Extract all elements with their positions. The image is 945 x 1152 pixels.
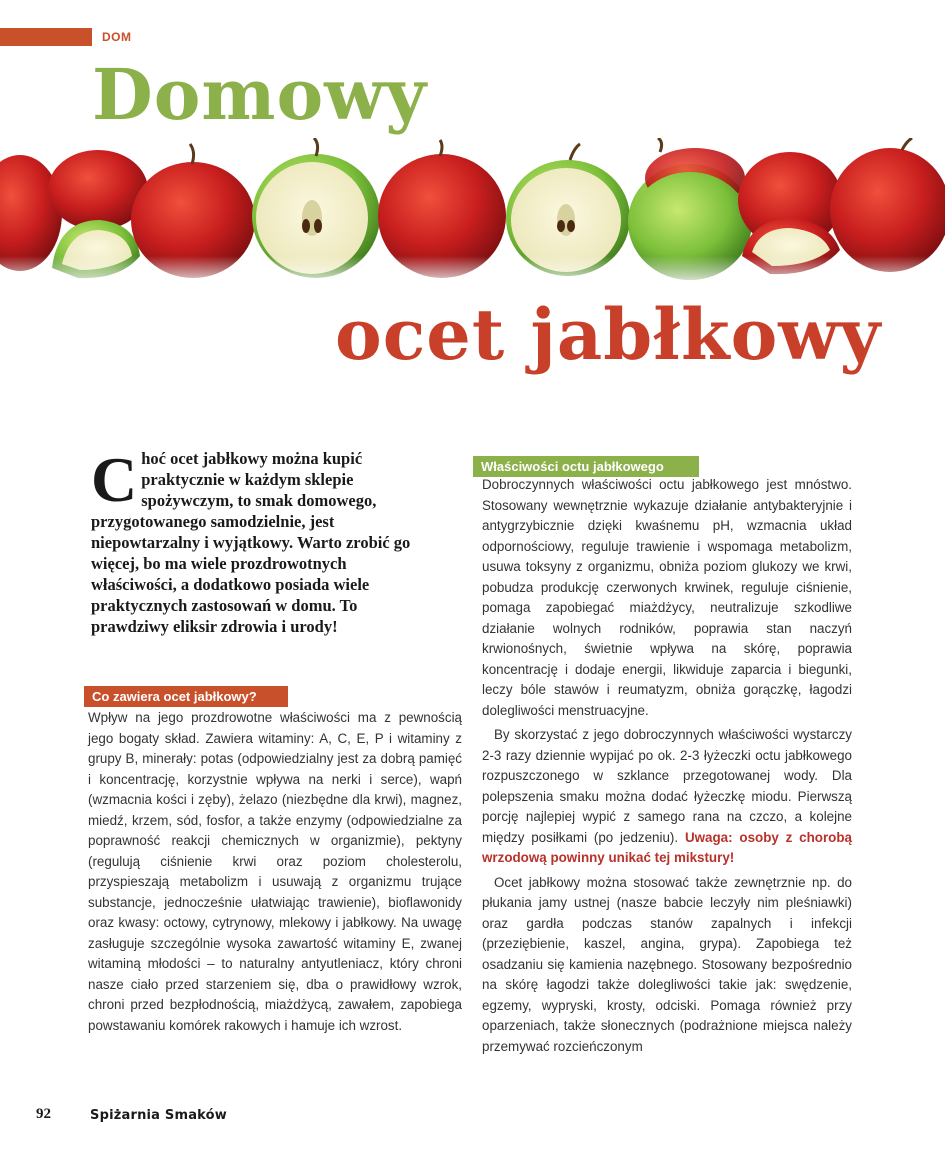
section-color-bar: [0, 28, 92, 46]
red-apple: [830, 148, 945, 272]
intro-text: hoć ocet jabłkowy można kupić praktycznie w każdym sklepie spożywczym, to smak domowego, przygotowanego samodzielnie, jest niepowtarzalny i wyjątkowy. Warto zrobić go więcej, bo ma wiele prozdrowotnych właściwości, a dodatkowo posiada wiele praktycznych zastosowań w domu. To prawdziwy eliksir zdrowia i urody!: [91, 449, 411, 636]
page-number: 92: [36, 1106, 51, 1122]
title-line-1: Domowy: [92, 53, 428, 136]
properties-paragraph-1: Dobroczynnych właściwości octu jabłkowego jest mnóstwo. Stosowany wewnętrznie wykazuje działanie antybakteryjnie i antygrzybicznie dzięki kwaśnemu pH, wzmacnia układ odpornościowy, reguluje trawienie i wspomaga metabolizm, usuwa toksyny z organizmu, obniża poziom glukozy we krwi, pobudza produkcję czerwonych krwinek, reguluje ciśnienie, pomaga zapobiegać miażdżycy, neutralizuje szkodliwe działanie wolnych rodników, poprawia stan naczyń krwionośnych, świetnie wpływa na skórę, poprawia koncentrację i dodaje energii, likwiduje zaparcia i biegunki, leczy bóle stawów i reumatyzm, obniża gorączkę, łagodzi dolegliwości menstruacyjne.: [482, 477, 852, 718]
properties-paragraph-3: Ocet jabłkowy można stosować także zewnętrznie np. do płukania jamy ustnej (nasze babcie leczyły nim pleśniawki) oraz gardła podczas stanów zapalnych i infekcji (przeziębienie, kaszel, angina, grypa). Zapobiega też osadzaniu się kamienia nazębnego. Stosowany bezpośrednio na skórę łagodzi także dolegliwości takie jak: swędzenie, egzemy, wypryski, krosty, odciski. Pomaga również przy oparzeniach, także słonecznych (podrażnione miejsca należy przemywać rozcieńczonym: [482, 874, 852, 1054]
section-heading-properties: Właściwości octu jabłkowego: [473, 456, 699, 477]
left-column: [88, 708, 462, 1036]
section-heading-composition: Co zawiera ocet jabłkowy?: [84, 686, 288, 707]
properties-paragraph-2: By skorzystać z jego dobroczynnych właściwości wystarczy 2-3 razy dziennie wypijać po ok. 2-3 łyżeczki octu jabłkowego rozpuszczonego w szklance przegotowanej wody. Dla polepszenia smaku można dodać łyżeczkę miodu. Pierwszą porcję najlepiej wypić z samego rana na czczo, a kolejne między posiłkami (po jedzeniu). Uwaga: osoby z chorobą wrzodową powinny unikać tej mikstury!: [482, 727, 852, 865]
composition-paragraph: Wpływ na jego prozdrowotne właściwości ma z pewnością jego bogaty skład. Zawiera witaminy: A, C, E, P i witaminy z grupy B, minerały: potas (odpowiedzialny jest za dobrą pamięć i koncentrację, korzystnie wpływa na nerki i serce), wapń (wzmacnia kości i zęby), żelazo (niezbędne dla krwi), magnez, miedź, krzem, sód, fosfor, a także enzymy (odpowiedzialne za poprawność reakcji chemicznych w organizmie), pektyny (regulują ciśnienie krwi oraz poziom cholesterolu, przyspieszają metabolizm i usuwają z organizmu trujące substancje, jednocześnie ułatwiając trawienie), bioflawonidy oraz kwasy: octowy, cytrynowy, mlekowy i jabłkowy. Na uwagę zasługuje szczególnie wysoka zawartość witaminy E, zwanej witaminą młodości – to naturalny antyutleniacz, który chroni nasze ciało przed starzeniem się, dba o prawidłowy wzrok, chroni przed bezpłodnością, miażdżycą, zawałem, zapobiega powstawaniu komórek rakowych i hamuje ich wzrost.: [88, 710, 462, 1033]
intro-lead: [91, 444, 431, 637]
magazine-name: Spiżarnia Smaków: [90, 1108, 228, 1123]
title-line-2: ocet jabłkowy: [335, 293, 882, 376]
section-label: DOM: [102, 30, 132, 44]
red-apple: [0, 155, 62, 271]
warning-text: Uwaga: osoby z chorobą wrzodową powinny unikać tej mikstury!: [482, 829, 852, 865]
right-column: [482, 475, 852, 1057]
apples-photo: [0, 138, 945, 288]
drop-cap: C: [91, 444, 138, 515]
